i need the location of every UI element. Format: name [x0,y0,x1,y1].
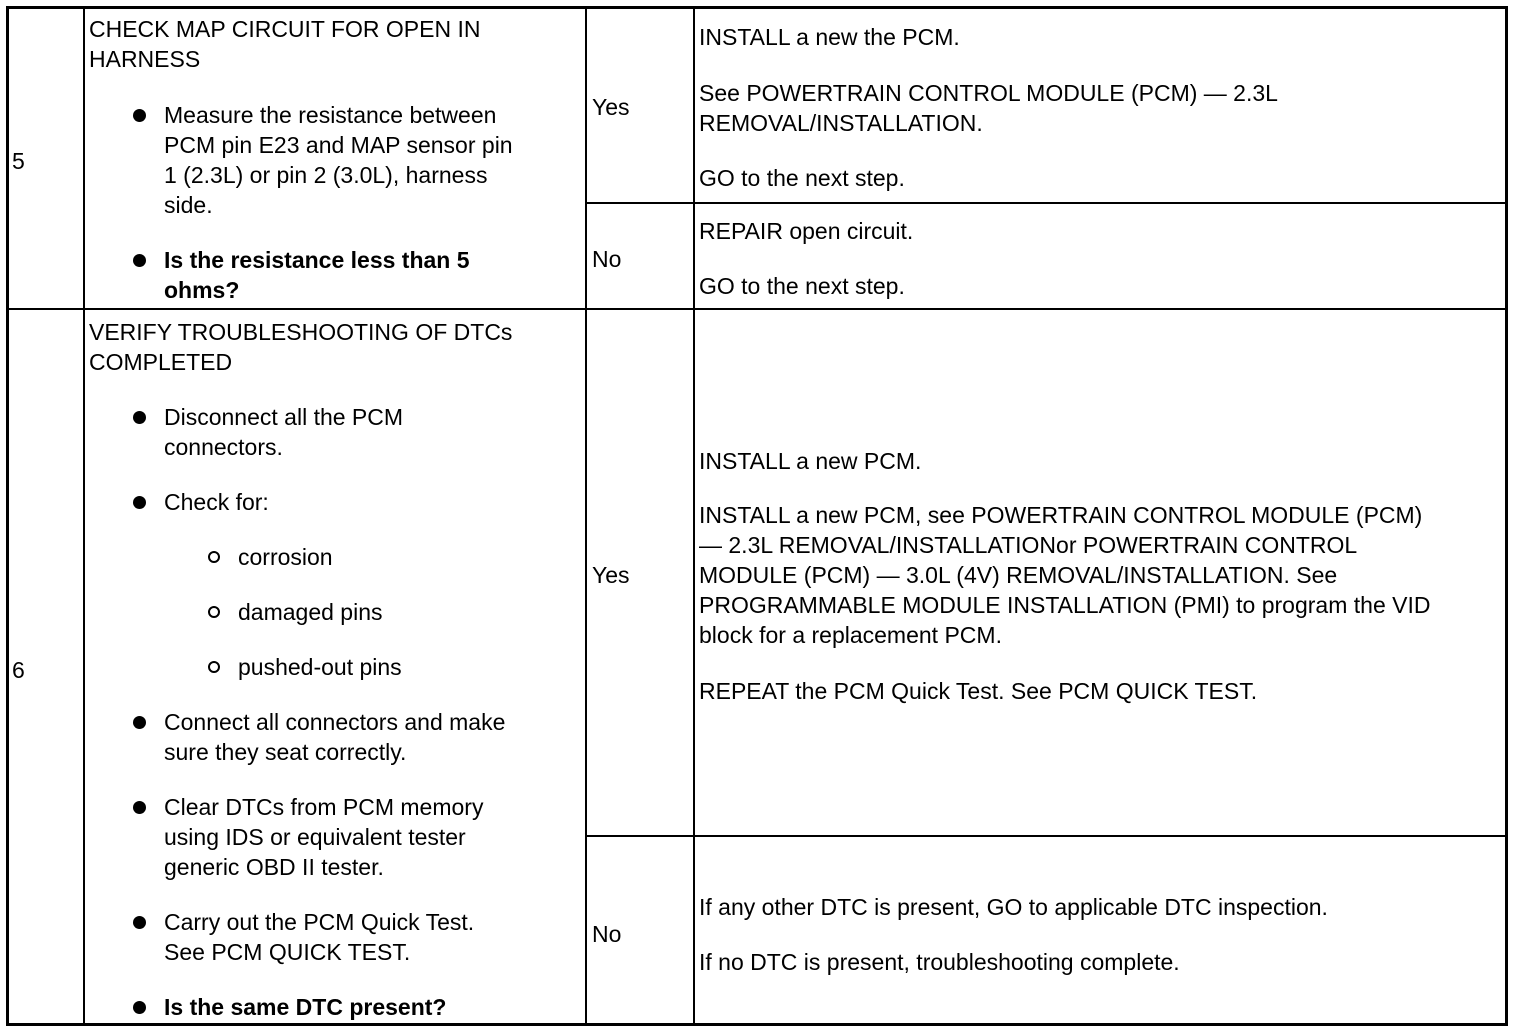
check-item: corrosion [238,544,333,570]
step-heading: HARNESS [89,46,201,72]
sub-bullet-icon [208,606,220,618]
yes-action-line: — 2.3L REMOVAL/INSTALLATIONor POWERTRAIN CONTROL [699,532,1358,558]
column-divider-result [693,9,695,1023]
row-divider-6-yes-no [585,835,1505,837]
yes-action-line: INSTALL a new PCM. [699,448,922,474]
yes-action-line: See POWERTRAIN CONTROL MODULE (PCM) — 2.3L [699,80,1278,106]
step-number: 5 [12,148,25,174]
bullet-icon [133,254,146,267]
no-action-line: If no DTC is present, troubleshooting complete. [699,949,1180,975]
step-heading: COMPLETED [89,349,233,375]
yes-action-line: INSTALL a new the PCM. [699,24,960,50]
step-number: 6 [12,657,25,683]
instruction-line: Carry out the PCM Quick Test. [164,909,475,935]
instruction-line: See PCM QUICK TEST. [164,939,411,965]
bullet-icon [133,411,146,424]
instruction-line: Connect all connectors and make [164,709,506,735]
yes-action-line: PROGRAMMABLE MODULE INSTALLATION (PMI) to program the VID [699,592,1431,618]
yes-label: Yes [592,562,630,588]
instruction-line: using IDS or equivalent tester [164,824,466,850]
yes-label: Yes [592,94,630,120]
bullet-icon [133,801,146,814]
column-divider-step [83,9,85,1023]
bullet-icon [133,496,146,509]
instruction-line: Clear DTCs from PCM memory [164,794,484,820]
instruction-line: Disconnect all the PCM [164,404,404,430]
yes-action-line: MODULE (PCM) — 3.0L (4V) REMOVAL/INSTALLATION. See [699,562,1338,588]
yes-action-line: GO to the next step. [699,165,905,191]
step-heading: CHECK MAP CIRCUIT FOR OPEN IN [89,16,481,42]
instruction-line: 1 (2.3L) or pin 2 (3.0L), harness [164,162,488,188]
instruction-line: Check for: [164,489,269,515]
question-line: ohms? [164,277,240,303]
bullet-icon [133,716,146,729]
no-label: No [592,246,622,272]
diagnostic-table [6,6,1508,1026]
instruction-line: PCM pin E23 and MAP sensor pin [164,132,513,158]
sub-bullet-icon [208,551,220,563]
bullet-icon [133,916,146,929]
check-item: pushed-out pins [238,654,402,680]
question-line: Is the same DTC present? [164,994,447,1020]
bullet-icon [133,1001,146,1014]
instruction-line: Measure the resistance between [164,102,497,128]
question-line: Is the resistance less than 5 [164,247,470,273]
instruction-line: generic OBD II tester. [164,854,384,880]
no-label: No [592,921,622,947]
no-action-line: GO to the next step. [699,273,905,299]
row-divider-5-6 [9,308,1505,310]
yes-action-line: block for a replacement PCM. [699,622,1002,648]
step-heading: VERIFY TROUBLESHOOTING OF DTCs [89,319,513,345]
sub-bullet-icon [208,661,220,673]
row-divider-5-yes-no [585,202,1505,204]
no-action-line: If any other DTC is present, GO to applicable DTC inspection. [699,894,1328,920]
no-action-line: REPAIR open circuit. [699,218,914,244]
check-item: damaged pins [238,599,383,625]
yes-action-line: INSTALL a new PCM, see POWERTRAIN CONTROL MODULE (PCM) [699,502,1423,528]
instruction-line: sure they seat correctly. [164,739,407,765]
instruction-line: side. [164,192,213,218]
yes-action-line: REMOVAL/INSTALLATION. [699,110,983,136]
bullet-icon [133,109,146,122]
yes-action-line: REPEAT the PCM Quick Test. See PCM QUICK TEST. [699,678,1258,704]
column-divider-action [585,9,587,1023]
instruction-line: connectors. [164,434,283,460]
